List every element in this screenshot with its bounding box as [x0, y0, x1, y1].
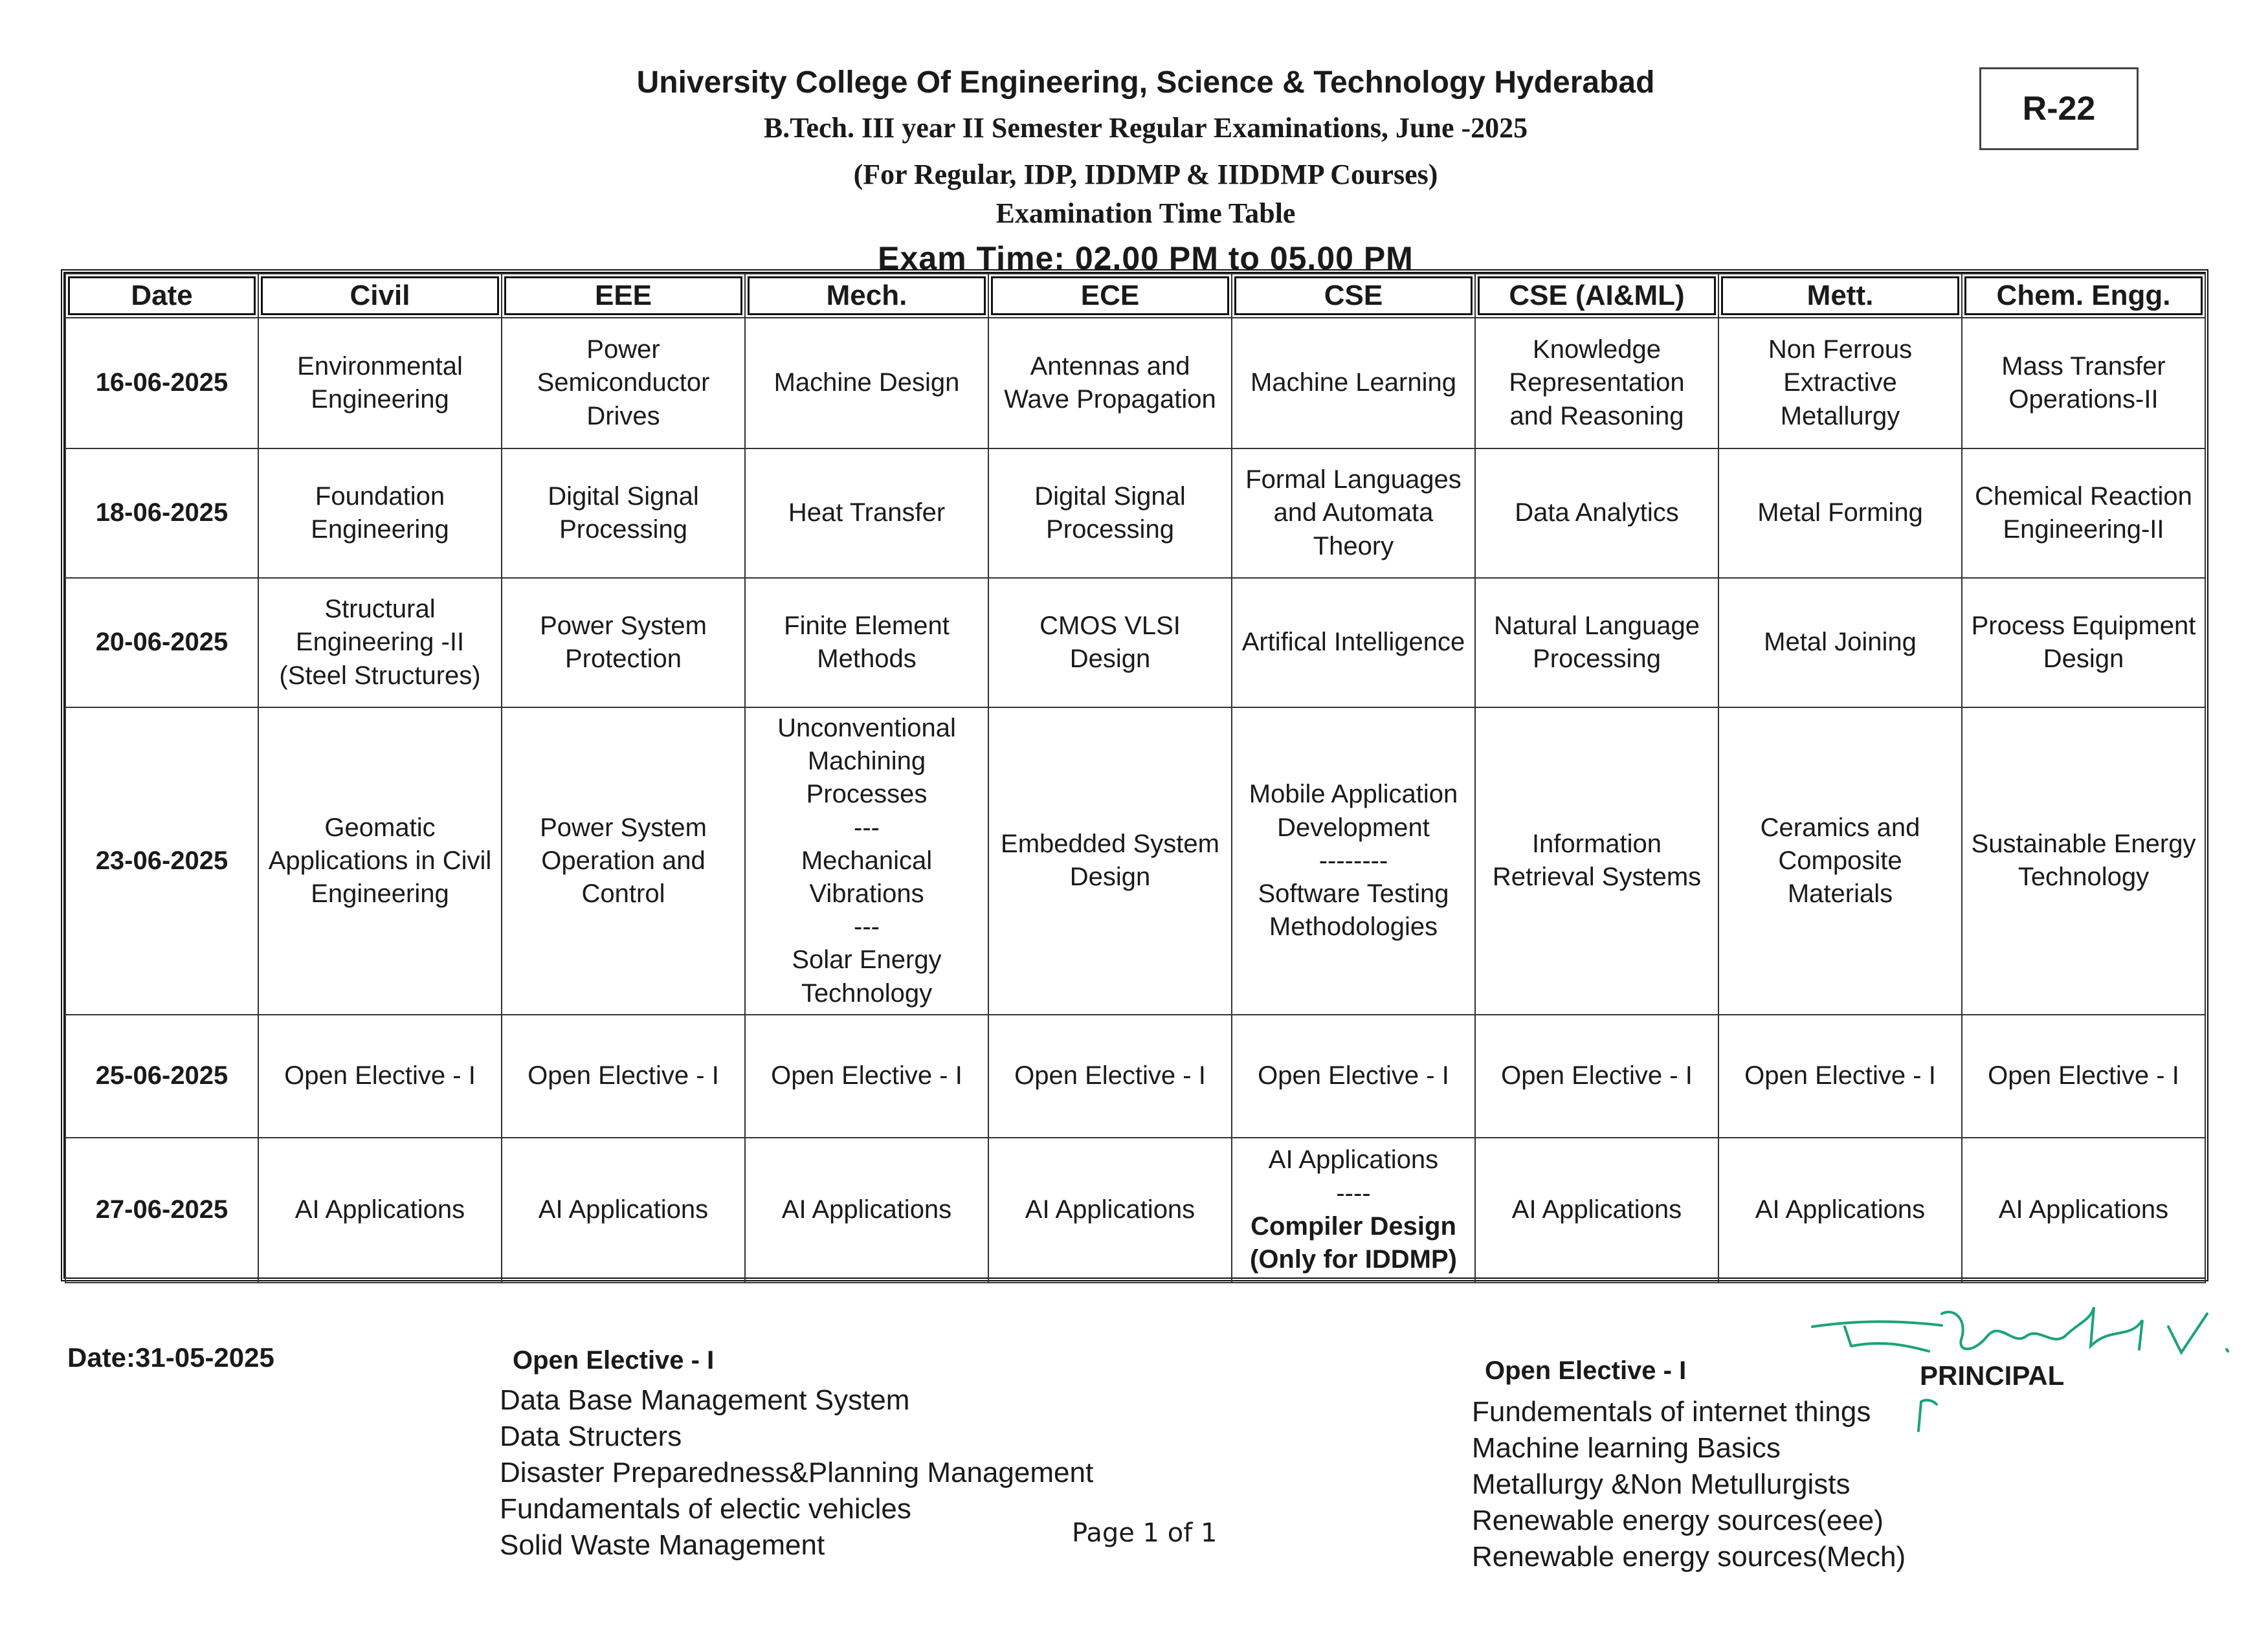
column-header: Mech.: [745, 274, 988, 318]
timetable: [61, 269, 2208, 1281]
subject-cell: [1718, 1138, 1962, 1283]
subject-line: Engineering -II: [295, 628, 465, 657]
subject-line: Drives: [586, 401, 660, 430]
column-header: Mett.: [1718, 274, 1962, 318]
subject-line: Sustainable Energy: [1971, 830, 2196, 859]
subject-cell: [745, 318, 988, 448]
subject-cell: [502, 1138, 745, 1283]
subject-line: Structural: [324, 595, 436, 624]
subject-cell: [1962, 318, 2205, 448]
subject-cell: [1962, 1015, 2205, 1138]
timetable-body: [65, 318, 2205, 1283]
institution-name: University College Of Engineering, Science & Technology Hyderabad: [636, 65, 1655, 100]
subject-line: Retrieval Systems: [1492, 863, 1702, 892]
subject-line: Methods: [817, 645, 917, 673]
subject-line: Materials: [1787, 879, 1893, 908]
subject-line: Open Elective - I: [284, 1061, 476, 1090]
subject-cell: [502, 578, 745, 707]
column-header: Date: [65, 274, 258, 318]
subject-line: Foundation: [315, 481, 445, 511]
list-item: Data Structers: [500, 1420, 682, 1452]
subject-line: AI Applications: [781, 1195, 952, 1224]
exam-time: Exam Time: 02.00 PM to 05.00 PM: [878, 240, 1414, 276]
subject-cell: [988, 578, 1232, 707]
subject-cell: [745, 578, 988, 707]
subject-cell: [988, 318, 1232, 448]
exam-date-cell: 16-06-2025: [65, 318, 258, 448]
subject-line: Composite: [1778, 846, 1902, 875]
subject-cell: [502, 1015, 745, 1138]
subject-line: Open Elective - I: [528, 1061, 719, 1090]
subject-line: Formal Languages: [1245, 465, 1462, 494]
subject-line: Environmental: [297, 351, 463, 381]
column-header: Civil: [258, 274, 502, 318]
courses-line: (For Regular, IDP, IDDMP & IIDDMP Courses): [853, 159, 1438, 190]
subject-line: Design: [1069, 863, 1151, 892]
exam-date-cell: 25-06-2025: [65, 1015, 258, 1138]
list-item: Fundementals of internet things: [1472, 1396, 1871, 1428]
subject-cell: [258, 1015, 502, 1138]
principal-label: PRINCIPAL: [1920, 1360, 2065, 1391]
column-header: EEE: [502, 274, 745, 318]
subject-cell: [745, 1015, 988, 1138]
subject-line: Embedded System: [1001, 830, 1219, 859]
subject-line: Metallurgy: [1780, 401, 1900, 430]
subject-cell: [745, 1138, 988, 1283]
subject-cell: [1962, 578, 2205, 707]
subject-line: ---: [854, 813, 880, 842]
subject-cell: [1962, 1138, 2205, 1283]
list-item: Disaster Preparedness&Planning Management: [500, 1457, 1094, 1488]
subject-cell: [1232, 318, 1475, 448]
subject-cell: [1718, 1015, 1962, 1138]
subject-line: (Only for IDDMP): [1250, 1244, 1457, 1274]
tick-mark: [1913, 1395, 1939, 1434]
subject-cell: [988, 448, 1232, 578]
subject-line: Processing: [559, 515, 687, 544]
subject-cell: [1475, 707, 1718, 1015]
subject-line: Metal Joining: [1764, 628, 1917, 657]
subject-line: Open Elective - I: [1258, 1061, 1449, 1090]
subject-line: AI Applications: [1268, 1145, 1439, 1175]
subject-line: Digital Signal: [548, 481, 699, 511]
column-header: ECE: [988, 274, 1232, 318]
subject-cell: [1475, 1015, 1718, 1138]
subject-line: Machine Learning: [1251, 368, 1456, 397]
subject-cell: [988, 1138, 1232, 1283]
subject-line: Design: [2043, 645, 2124, 673]
subject-cell: [988, 1015, 1232, 1138]
exam-title: B.Tech. III year II Semester Regular Examinations, June -2025: [763, 112, 1528, 144]
subject-line: CMOS VLSI: [1040, 611, 1181, 640]
open-elective-list-left: [500, 1382, 1093, 1564]
list-item: Renewable energy sources(eee): [1472, 1505, 1884, 1536]
subject-line: AI Applications: [1998, 1195, 2169, 1224]
subject-line: and Reasoning: [1509, 401, 1684, 430]
subject-line: AI Applications: [295, 1195, 465, 1224]
subject-line: Ceramics and: [1760, 813, 1920, 842]
subject-line: (Steel Structures): [279, 661, 481, 690]
table-title: Examination Time Table: [995, 197, 1296, 229]
subject-line: Vibrations: [809, 879, 924, 908]
subject-line: Information: [1531, 830, 1662, 859]
subject-line: Representation: [1509, 368, 1685, 397]
subject-cell: [502, 318, 745, 448]
subject-line: AI Applications: [1755, 1195, 1926, 1224]
subject-cell: [1232, 1138, 1475, 1283]
column-header: Chem. Engg.: [1962, 274, 2205, 318]
subject-cell: [1232, 707, 1475, 1015]
subject-cell: [258, 448, 502, 578]
list-item: Renewable energy sources(Mech): [1472, 1541, 1906, 1573]
subject-line: and Automata: [1273, 498, 1434, 527]
subject-line: Theory: [1313, 531, 1394, 560]
table-row: [65, 578, 2205, 707]
subject-line: Extractive: [1783, 368, 1897, 397]
subject-line: Artifical Intelligence: [1241, 628, 1465, 657]
subject-line: Finite Element: [784, 611, 950, 640]
list-item: Solid Waste Management: [500, 1529, 825, 1561]
issue-date: Date:31-05-2025: [67, 1342, 274, 1373]
subject-line: Engineering: [311, 385, 449, 414]
exam-date-cell: 27-06-2025: [65, 1138, 258, 1283]
timetable-grid: [65, 273, 2206, 1283]
subject-line: Software Testing: [1258, 879, 1449, 908]
subject-cell: [1232, 1015, 1475, 1138]
regulation-badge: R-22: [1979, 67, 2139, 150]
subject-line: --------: [1318, 846, 1388, 875]
subject-line: Processing: [1533, 645, 1661, 673]
subject-cell: [258, 318, 502, 448]
subject-cell: [1962, 707, 2205, 1015]
subject-line: Open Elective - I: [771, 1061, 962, 1090]
subject-line: Chemical Reaction: [1975, 481, 2192, 511]
page-number: Page 1 of 1: [1072, 1518, 1217, 1548]
subject-cell: [1232, 448, 1475, 578]
header-row: [65, 274, 2205, 318]
subject-line: Protection: [564, 645, 682, 673]
subject-line: Applications in Civil: [268, 846, 492, 875]
subject-line: Processes: [806, 780, 928, 809]
subject-line: Engineering-II: [2003, 515, 2164, 544]
subject-cell: [1962, 448, 2205, 578]
open-elective-title-left: Open Elective - I: [513, 1346, 715, 1375]
subject-line: Unconventional: [777, 714, 956, 742]
subject-line: ---: [854, 912, 880, 942]
subject-line: Processing: [1046, 515, 1174, 544]
subject-cell: [1475, 318, 1718, 448]
subject-line: Natural Language: [1493, 611, 1700, 640]
subject-line: Mobile Application: [1249, 780, 1458, 809]
subject-cell: [1475, 448, 1718, 578]
subject-line: Non Ferrous: [1768, 335, 1913, 364]
list-item: Data Base Management System: [500, 1384, 910, 1416]
subject-line: Machining: [807, 747, 926, 776]
subject-cell: [1232, 578, 1475, 707]
subject-line: ----: [1336, 1178, 1371, 1208]
subject-line: Development: [1277, 813, 1430, 842]
table-row: [65, 1138, 2205, 1283]
subject-line: Machine Design: [773, 368, 960, 397]
subject-line: Mass Transfer: [2001, 351, 2166, 381]
subject-line: Digital Signal: [1034, 481, 1186, 511]
table-row: [65, 448, 2205, 578]
subject-line: Compiler Design: [1251, 1211, 1456, 1241]
subject-line: AI Applications: [1511, 1195, 1682, 1224]
subject-cell: [258, 707, 502, 1015]
subject-line: Operation and: [541, 846, 706, 875]
exam-date-cell: 18-06-2025: [65, 448, 258, 578]
subject-cell: [1718, 448, 1962, 578]
column-header: CSE (AI&ML): [1475, 274, 1718, 318]
subject-cell: [1475, 1138, 1718, 1283]
subject-line: Engineering: [311, 515, 449, 544]
table-row: [65, 318, 2205, 448]
subject-line: Engineering: [311, 879, 449, 908]
subject-line: Open Elective - I: [1744, 1061, 1936, 1090]
subject-line: Power: [586, 335, 660, 364]
subject-cell: [1718, 707, 1962, 1015]
subject-cell: [745, 707, 988, 1015]
subject-line: Open Elective - I: [1014, 1061, 1206, 1090]
subject-line: Power System: [540, 813, 707, 842]
column-header: CSE: [1232, 274, 1475, 318]
subject-line: Heat Transfer: [788, 498, 946, 527]
subject-line: Control: [581, 879, 665, 908]
subject-cell: [988, 707, 1232, 1015]
list-item: Fundamentals of electic vehicles: [500, 1493, 911, 1525]
subject-line: Antennas and: [1030, 351, 1190, 381]
exam-date-cell: 23-06-2025: [65, 707, 258, 1015]
subject-line: Design: [1069, 645, 1151, 673]
subject-cell: [1475, 578, 1718, 707]
subject-line: Methodologies: [1269, 912, 1438, 942]
subject-cell: [1718, 318, 1962, 448]
subject-line: AI Applications: [1025, 1195, 1195, 1224]
subject-cell: [258, 1138, 502, 1283]
subject-cell: [502, 707, 745, 1015]
subject-line: Technology: [801, 978, 933, 1008]
subject-cell: [502, 448, 745, 578]
subject-line: Wave Propagation: [1004, 385, 1216, 414]
subject-line: Process Equipment: [1971, 611, 2196, 640]
subject-line: Technology: [2018, 863, 2150, 892]
subject-line: Open Elective - I: [1988, 1061, 2179, 1090]
open-elective-title-right: Open Elective - I: [1485, 1356, 1687, 1385]
list-item: Metallurgy &Non Metullurgists: [1472, 1468, 1851, 1500]
subject-line: AI Applications: [538, 1195, 709, 1224]
subject-line: Semiconductor: [537, 368, 710, 397]
subject-line: Geomatic: [324, 813, 436, 842]
table-row: [65, 707, 2205, 1015]
subject-line: Knowledge: [1533, 335, 1661, 364]
subject-line: Mechanical: [801, 846, 933, 875]
subject-cell: [745, 448, 988, 578]
subject-cell: [1718, 578, 1962, 707]
table-row: [65, 1015, 2205, 1138]
subject-cell: [258, 578, 502, 707]
subject-line: Operations-II: [2008, 385, 2159, 414]
subject-line: Solar Energy: [792, 945, 942, 975]
list-item: Machine learning Basics: [1472, 1432, 1781, 1464]
exam-date-cell: 20-06-2025: [65, 578, 258, 707]
subject-line: Data Analytics: [1515, 498, 1679, 527]
open-elective-list-right: [1472, 1394, 1906, 1575]
subject-line: Power System: [540, 611, 707, 640]
subject-line: Open Elective - I: [1501, 1061, 1693, 1090]
subject-line: Metal Forming: [1757, 498, 1923, 527]
